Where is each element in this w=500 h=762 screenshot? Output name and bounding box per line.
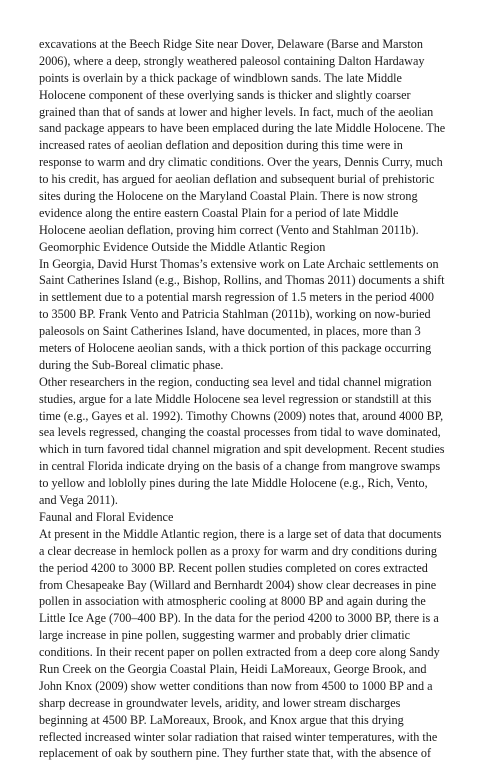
- text-line: sharp decrease in groundwater levels, aridity, and lower stream discharges: [39, 695, 401, 710]
- paragraph-georgia: [39, 256, 469, 374]
- text-line: in central Florida indicate drying on the basis of a change from mangrove swamps: [39, 459, 441, 474]
- text-line: to 3500 BP. Frank Vento and Patricia Stahlman (2011b), working on now-buried: [39, 307, 431, 322]
- text-line: sites during the Holocene on the Maryland Coastal Plain. There is now strong: [39, 189, 418, 204]
- text-line: excavations at the Beech Ridge Site near Dover, Delaware (Barse and Marston: [39, 37, 423, 51]
- text-line: in settlement due to a potential marsh regression of 1.5 meters in the period 4000: [39, 290, 434, 305]
- text-line: sand package appears to have been emplaced during the late Middle Holocene. The: [39, 121, 446, 136]
- text-line: 2006), where a deep, strongly weathered paleosol containing Dalton Hardaway: [39, 53, 425, 68]
- paragraph-pollen-evidence: [39, 526, 469, 762]
- text-line: to yellow and loblolly pines during the late Middle Holocene (e.g., Rich, Vento,: [39, 476, 428, 491]
- text-line: In Georgia, David Hurst Thomas’s extensive work on Late Archaic settlements on: [39, 256, 439, 271]
- text-line: increased rates of aeolian deflation and deposition during this time were in: [39, 138, 403, 153]
- section-heading: Geomorphic Evidence Outside the Middle Atlantic Region: [39, 239, 326, 254]
- document-page: [39, 36, 469, 762]
- paragraph-other-researchers: [39, 374, 469, 509]
- text-line: points is overlain by a thick package of windblown sands. The late Middle: [39, 70, 402, 85]
- text-line: reflected increased winter solar radiation that raised winter temperatures, with the: [39, 729, 438, 744]
- text-line: from Chesapeake Bay (Willard and Bernhardt 2004) show clear decreases in pine: [39, 577, 437, 592]
- text-line: sea levels regressed, changing the coastal processes from tidal to wave dominated,: [39, 425, 441, 440]
- section-heading-faunal-floral: [39, 509, 469, 526]
- text-line: which in turn favored tidal channel migration and spit development. Recent studies: [39, 442, 445, 457]
- text-line: studies, argue for a late Middle Holocene sea level regression or standstill at this: [39, 391, 432, 406]
- text-line: Holocene component of these overlying sands is thicker and slightly coarser: [39, 87, 411, 102]
- text-line: pollen in association with atmospheric cooling at 8000 BP and again during the: [39, 594, 426, 609]
- text-line: a clear decrease in hemlock pollen as a proxy for warm and dry conditions during: [39, 543, 437, 558]
- text-line: time (e.g., Gayes et al. 1992). Timothy Chowns (2009) notes that, around 4000 BP,: [39, 408, 444, 423]
- text-line: grained than that of sands at lower and higher levels. In fact, much of the aeolian: [39, 104, 434, 119]
- text-line: the period 4200 to 3000 BP. Recent pollen studies completed on cores extracted: [39, 560, 428, 575]
- text-line: paleosols on Saint Catherines Island, have documented, in places, more than 3: [39, 324, 421, 339]
- section-heading: Faunal and Floral Evidence: [39, 509, 174, 524]
- text-line: Saint Catherines Island (e.g., Bishop, Rollins, and Thomas 2011) documents a shift: [39, 273, 445, 288]
- text-line: large increase in pine pollen, suggesting warmer and probably drier climatic: [39, 628, 411, 643]
- text-line: beginning at 4500 BP. LaMoreaux, Brook, and Knox argue that this drying: [39, 712, 404, 727]
- text-line: Other researchers in the region, conducting sea level and tidal channel migration: [39, 374, 432, 389]
- text-line: At present in the Middle Atlantic region, there is a large set of data that documents: [39, 526, 442, 541]
- text-line: Little Ice Age (700–400 BP). In the data for the period 4200 to 3000 BP, there is a: [39, 611, 439, 626]
- text-line: Holocene aeolian deflation, proving him correct (Vento and Stahlman 2011b).: [39, 222, 419, 237]
- text-line: evidence along the entire eastern Coastal Plain for a period of late Middle: [39, 205, 399, 220]
- text-line: meters of Holocene aeolian sands, with a thick portion of this package occurring: [39, 341, 432, 356]
- text-line: Run Creek on the Georgia Coastal Plain, Heidi LaMoreaux, George Brook, and: [39, 661, 427, 676]
- section-heading-geomorphic: [39, 239, 469, 256]
- text-line: during the Sub-Boreal climatic phase.: [39, 357, 224, 372]
- paragraph-beech-ridge: [39, 36, 469, 239]
- text-line: to his credit, has argued for aeolian deflation and subsequent burial of prehistoric: [39, 172, 435, 187]
- text-line: conditions. In their recent paper on pollen extracted from a deep core along Sandy: [39, 645, 440, 660]
- text-line: replacement of oak by southern pine. They further state that, with the absence of: [39, 746, 432, 761]
- text-line: response to warm and dry climatic conditions. Over the years, Dennis Curry, much: [39, 155, 443, 170]
- text-line: and Vega 2011).: [39, 493, 118, 508]
- text-line: John Knox (2009) show wetter conditions than now from 4500 to 1000 BP and a: [39, 678, 433, 693]
